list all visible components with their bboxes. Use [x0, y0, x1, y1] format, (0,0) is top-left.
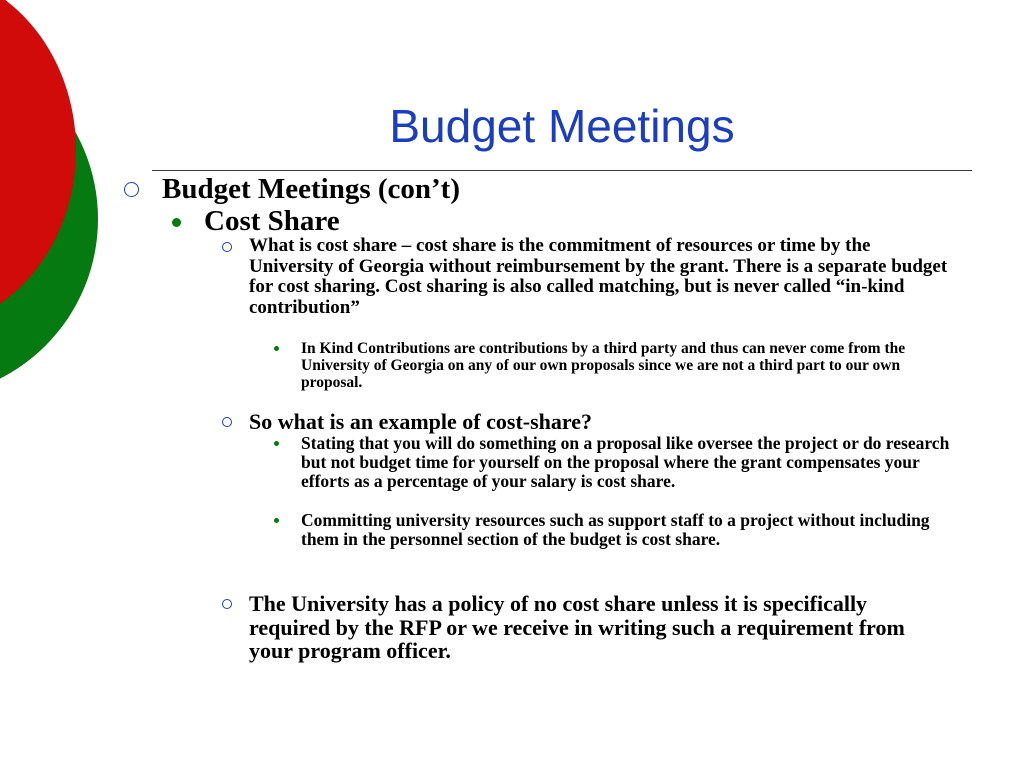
subpoint-text-2: Stating that you will do something on a proposal like oversee the project or do research but not budget time for yourself on the proposal where the grant compensates your efforts as a percentage of your salary is cost share.	[301, 433, 950, 491]
subpoint-text-1: In Kind Contributions are contributions by a third party and thus can never come from the University of Georgia on any of our own proposals since we are not a third part to our own proposal.	[301, 340, 906, 391]
point-text-3: The University has a policy of no cost share unless it is specifically required by the RFP or we receive in writing such a requirement from your program officer.	[249, 591, 905, 663]
hollow-circle-bullet-icon	[222, 599, 232, 609]
point-item-1	[222, 236, 952, 318]
subpoint-text-3: Committing university resources such as support staff to a project without including them in the personnel section of the budget is cost share.	[301, 510, 930, 549]
point-item-2	[222, 410, 952, 434]
level1-text: Budget Meetings (con’t)	[162, 173, 461, 205]
slide-title: Budget Meetings	[389, 100, 735, 152]
filled-circle-bullet-icon	[274, 346, 279, 351]
hollow-circle-bullet-icon	[222, 242, 232, 252]
filled-circle-bullet-icon	[274, 441, 279, 446]
subpoint-item-2	[274, 434, 964, 491]
level2-item	[172, 204, 340, 238]
hollow-circle-bullet-icon	[222, 417, 232, 427]
level1-item	[124, 172, 460, 206]
hollow-circle-bullet-icon	[124, 182, 139, 197]
subpoint-item-1	[274, 340, 964, 391]
filled-circle-bullet-icon	[172, 218, 181, 227]
subpoint-item-3	[274, 511, 964, 549]
filled-circle-bullet-icon	[274, 518, 279, 523]
level2-text: Cost Share	[204, 205, 340, 237]
point-text-2: So what is an example of cost-share?	[249, 409, 593, 434]
title-divider	[152, 170, 972, 171]
point-text-1: What is cost share – cost share is the commitment of resources or time by the University of Georgia without reimbursement by the grant. There is a separate budget for cost sharing. Cost sharing is also called matching, but is never called “in-kind contribution”	[249, 235, 948, 318]
point-item-3	[222, 592, 952, 663]
